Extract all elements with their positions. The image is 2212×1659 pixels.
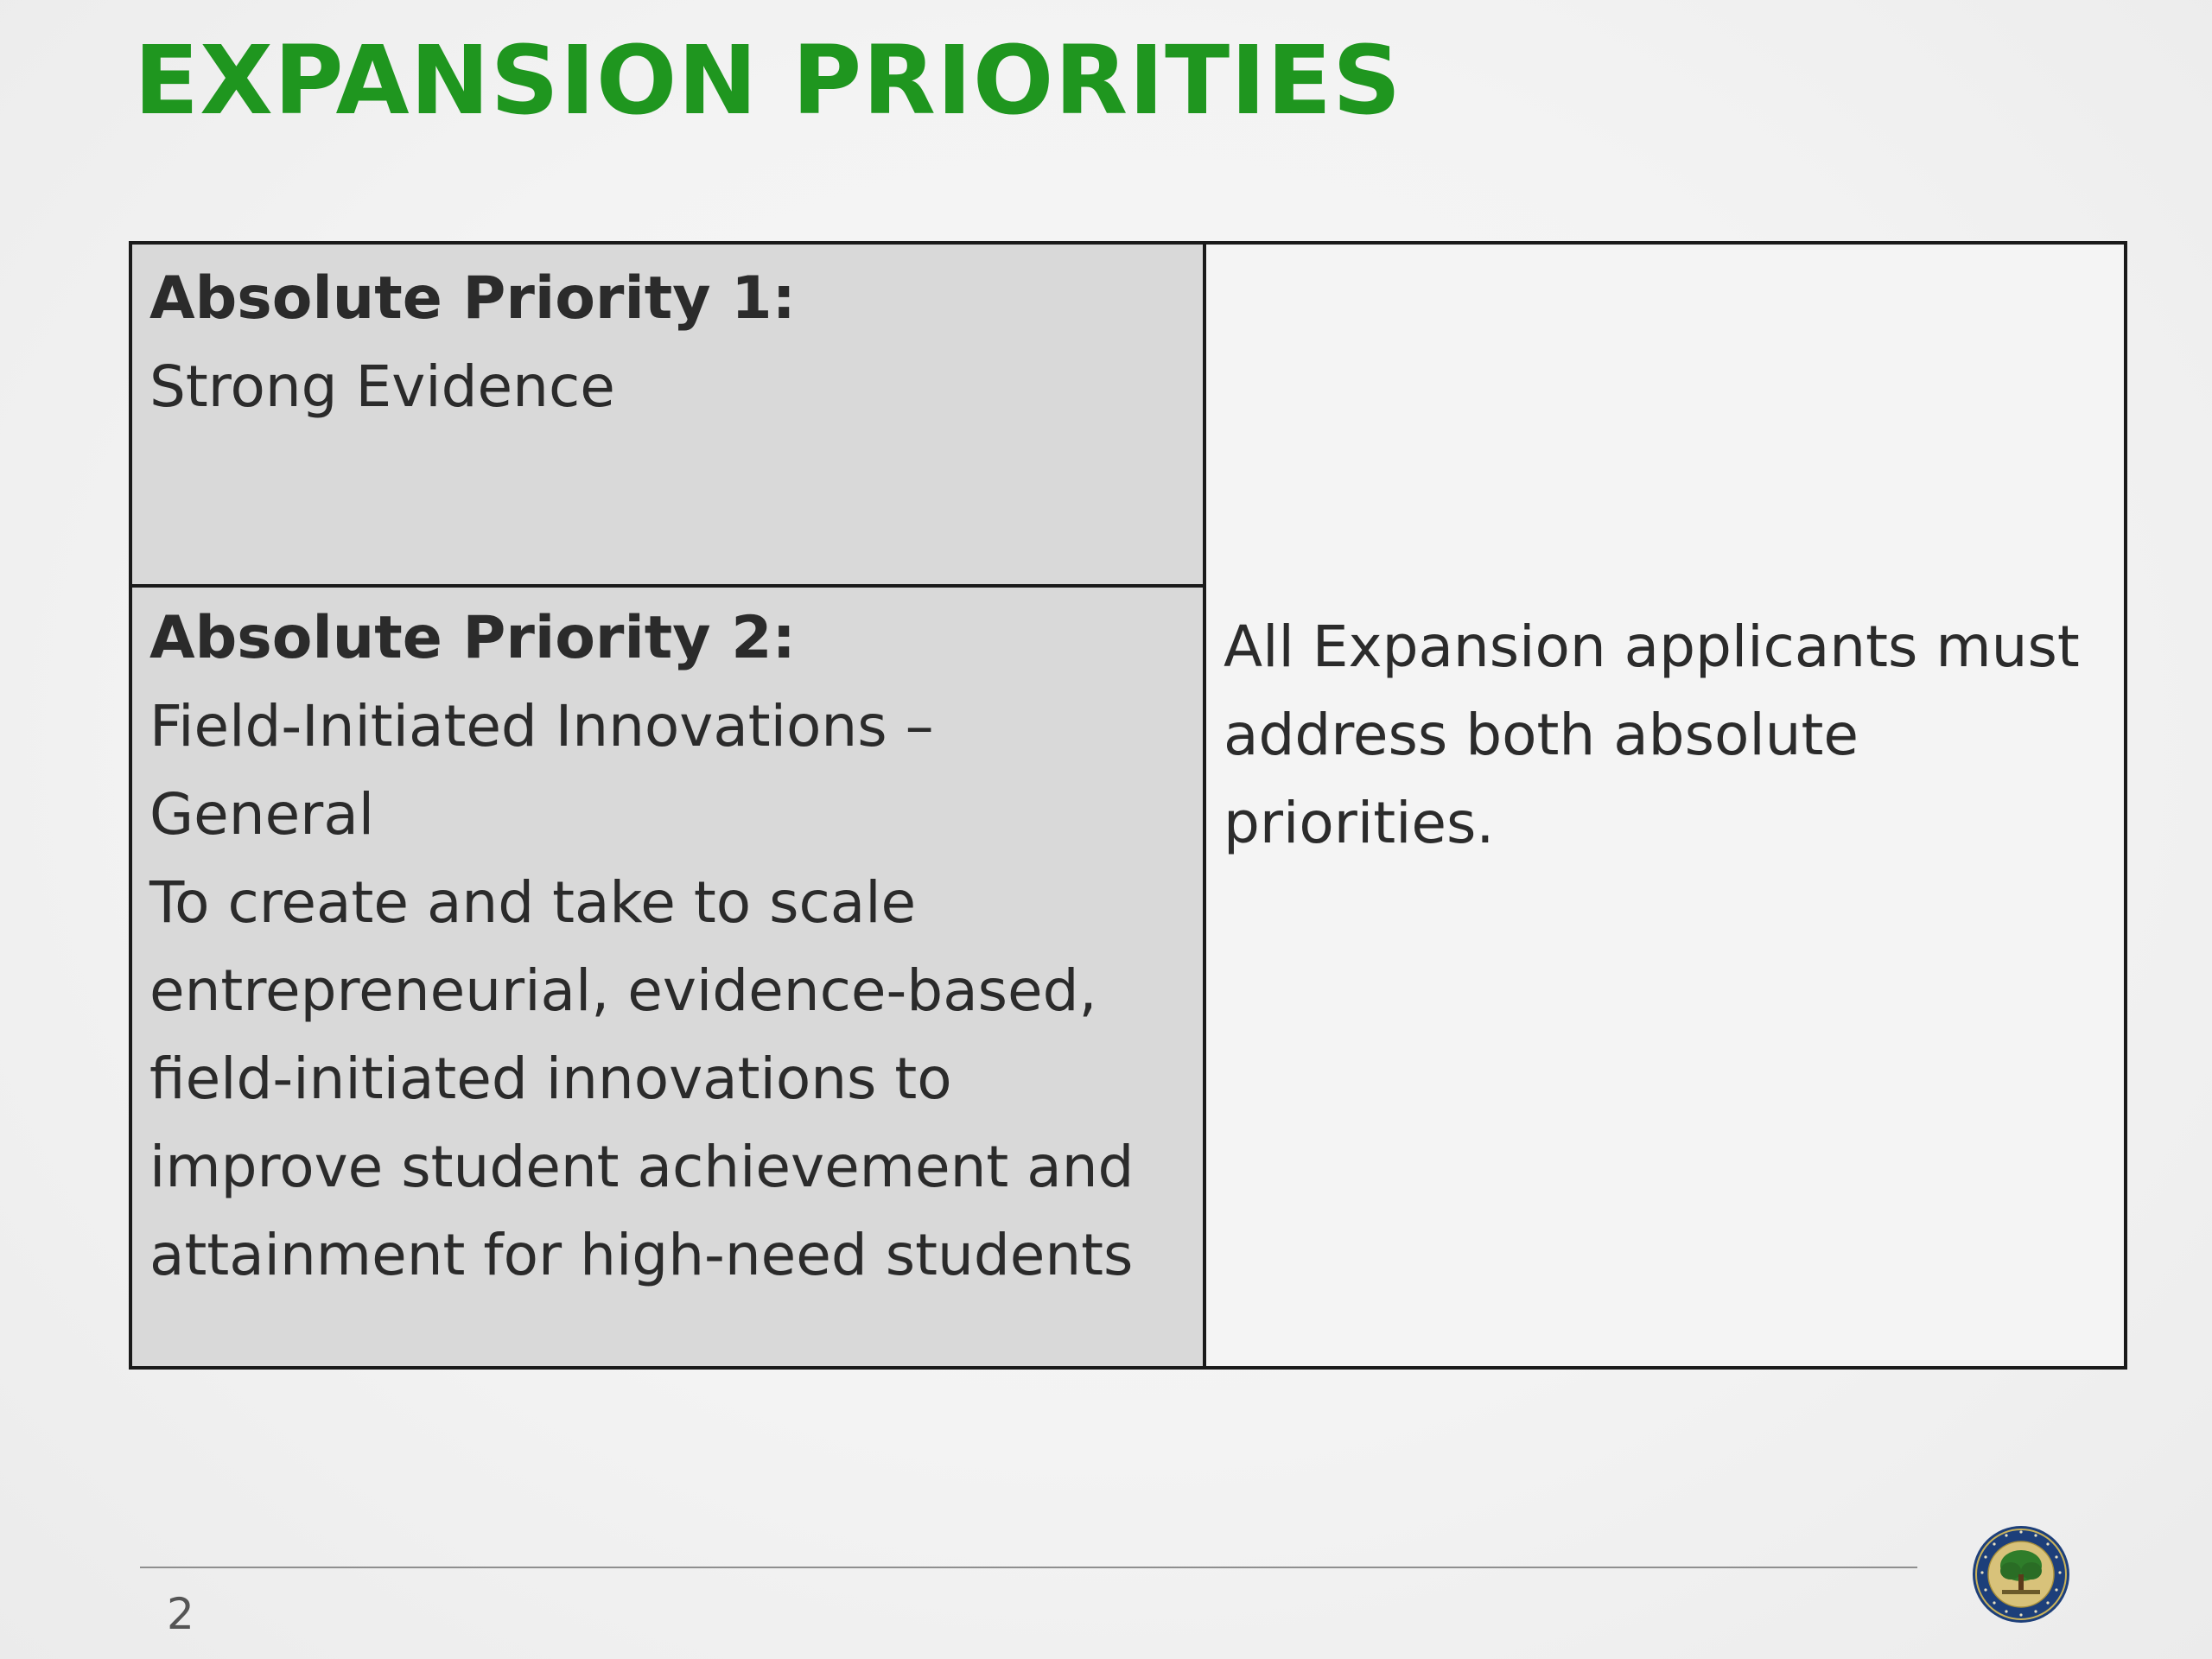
priority-2-line: General	[149, 781, 375, 848]
requirement-note	[1224, 603, 2080, 868]
priority-2-line: Field-Initiated Innovations –	[149, 693, 934, 760]
slide-title: EXPANSION PRIORITIES	[134, 25, 1402, 136]
priorities-table	[129, 241, 2127, 1370]
requirement-note-line: address both absolute	[1224, 702, 1859, 768]
requirement-note-line: priorities.	[1224, 790, 1495, 856]
department-of-education-seal-icon	[1971, 1524, 2071, 1624]
priority-1-line: Strong Evidence	[149, 353, 615, 420]
priority-2-line: attainment for high-need students	[149, 1222, 1134, 1288]
priority-1-heading: Absolute Priority 1:	[149, 264, 796, 333]
requirement-note-cell	[1206, 245, 2124, 1366]
requirement-note-line: All Expansion applicants must	[1224, 613, 2080, 680]
footer-divider	[140, 1567, 1917, 1568]
page-number: 2	[167, 1589, 194, 1639]
priority-2-line: To create and take to scale	[149, 869, 917, 936]
priority-2-line: field-initiated innovations to	[149, 1046, 952, 1112]
priority-2-line: entrepreneurial, evidence-based,	[149, 957, 1097, 1024]
priority-2-line: improve student achievement and	[149, 1134, 1135, 1200]
priority-2-heading: Absolute Priority 2:	[149, 604, 796, 672]
priority-1-cell	[132, 245, 1206, 588]
priority-2-cell	[132, 588, 1206, 1366]
